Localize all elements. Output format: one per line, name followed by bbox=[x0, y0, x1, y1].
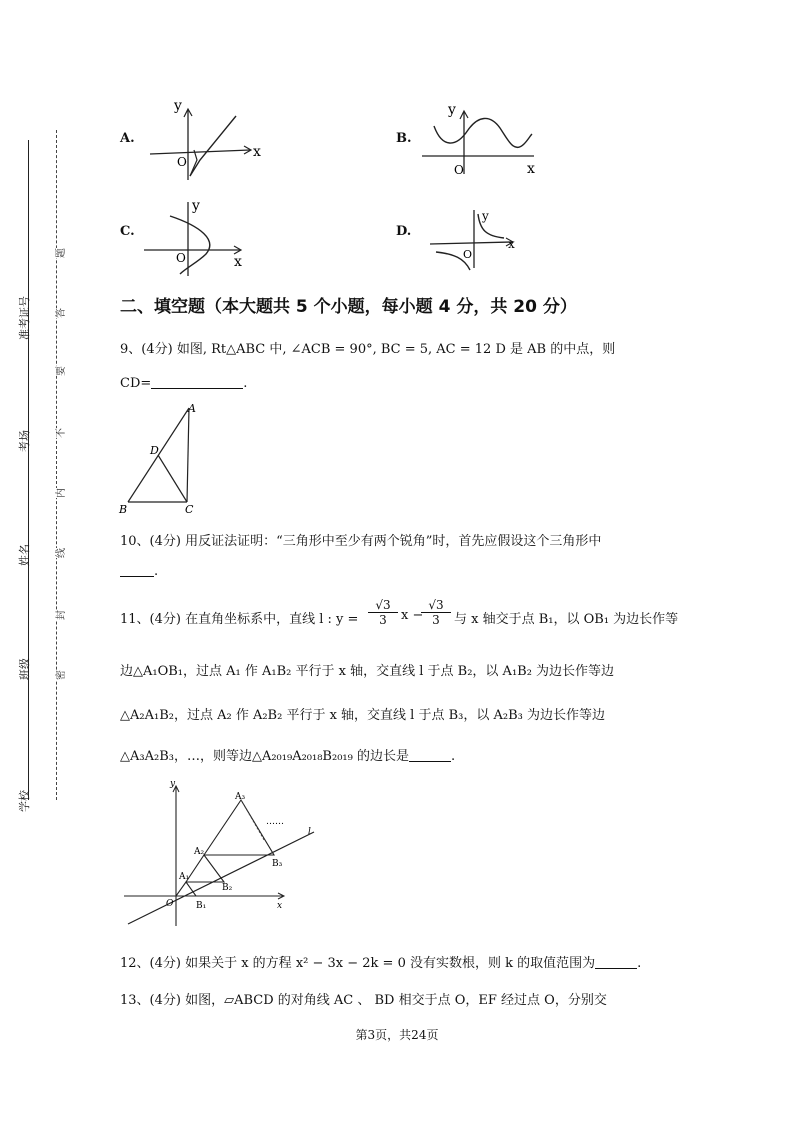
q11-line1-suffix: 与 x 轴交于点 B₁，以 OB₁ 为边长作等 bbox=[454, 612, 679, 627]
q11-fraction-1 bbox=[368, 598, 398, 627]
fraction-numerator: √3 bbox=[368, 598, 398, 613]
axis-x-label: x bbox=[277, 901, 283, 911]
page-footer: 第3页，共24页 bbox=[355, 1028, 439, 1042]
option-d-graph bbox=[428, 206, 528, 276]
x-axis-label: x bbox=[234, 254, 242, 270]
y-axis-label: y bbox=[192, 198, 200, 214]
option-d-label: D. bbox=[396, 224, 412, 239]
seal-char: 要 bbox=[52, 366, 67, 376]
q10-answer-blank[interactable] bbox=[120, 564, 154, 577]
q11-period: . bbox=[450, 749, 456, 764]
q10-line1: 10、(4分) 用反证法证明：“三角形中至少有两个锐角”时，首先应假设这个三角形中 bbox=[120, 534, 602, 549]
q9-line2 bbox=[120, 376, 247, 391]
point-a1: A₁ bbox=[179, 872, 190, 882]
field-class: 班级 bbox=[18, 658, 31, 680]
y-axis-label: y bbox=[448, 102, 456, 118]
q12-answer-blank[interactable] bbox=[595, 956, 637, 969]
field-name: 姓名 bbox=[18, 544, 31, 566]
field-exam-number: 准考证号 bbox=[18, 296, 31, 340]
seal-char: 内 bbox=[52, 488, 67, 498]
q10-period: . bbox=[154, 564, 159, 579]
seal-char: 不 bbox=[52, 428, 67, 438]
origin-label: O bbox=[463, 248, 473, 261]
y-axis-label: y bbox=[482, 209, 489, 223]
x-axis-label: x bbox=[508, 237, 515, 251]
field-exam-room: 考场 bbox=[18, 430, 31, 452]
q11-minus: x − bbox=[401, 608, 424, 623]
q12-text: 12、(4分) 如果关于 x 的方程 x² − 3x − 2k = 0 没有实数根，则 k 的取值范围为 bbox=[120, 956, 596, 971]
seal-char: 线 bbox=[52, 548, 67, 558]
seal-char: 题 bbox=[52, 248, 67, 258]
q9-triangle-figure bbox=[116, 400, 206, 518]
option-b-graph bbox=[420, 100, 550, 180]
q11-line4 bbox=[120, 745, 455, 764]
origin-label: O bbox=[166, 899, 174, 909]
q11-line1-prefix: 11、(4分) 在直角坐标系中，直线 l : y = bbox=[120, 612, 359, 627]
q10-line2 bbox=[120, 564, 158, 579]
point-b2: B₂ bbox=[222, 883, 233, 893]
seal-char: 密 bbox=[52, 670, 67, 680]
q11-line2: 边△A₁OB₁，过点 A₁ 作 A₁B₂ 平行于 x 轴，交直线 l 于点 B₂，以 A₁B₂ 为边长作等边 bbox=[120, 664, 615, 679]
seal-char: 答 bbox=[52, 308, 67, 318]
fraction-denominator: 3 bbox=[432, 613, 440, 627]
q12-line bbox=[120, 952, 641, 971]
option-a-graph bbox=[150, 100, 270, 180]
q11-answer-blank[interactable] bbox=[409, 749, 451, 762]
point-b1: B₁ bbox=[196, 901, 207, 911]
origin-label: O bbox=[454, 163, 464, 177]
point-a2: A₂ bbox=[194, 847, 205, 857]
line-l-label: l bbox=[308, 827, 311, 837]
x-axis-label: x bbox=[253, 144, 261, 160]
q9-answer-blank[interactable] bbox=[151, 376, 243, 389]
binding-line bbox=[28, 140, 30, 800]
seal-char: 封 bbox=[52, 610, 67, 620]
origin-label: O bbox=[176, 251, 186, 265]
y-axis-label: y bbox=[174, 98, 182, 114]
q9-period: . bbox=[243, 376, 248, 391]
axis-y-label: y bbox=[170, 779, 176, 789]
x-axis-label: x bbox=[527, 161, 535, 177]
q9-cd-label: CD= bbox=[120, 376, 152, 391]
vertex-c: C bbox=[185, 503, 194, 516]
q11-fraction-2 bbox=[421, 598, 451, 627]
point-a3: A₃ bbox=[235, 792, 246, 802]
q11-line4-text: △A₃A₂B₃，…，则等边△A₂₀₁₉A₂₀₁₈B₂₀₁₉ 的边长是 bbox=[120, 749, 409, 764]
continuation-dots: …… bbox=[266, 817, 284, 827]
vertex-b: B bbox=[119, 503, 128, 516]
field-school: 学校 bbox=[18, 790, 31, 812]
q11-coordinate-figure bbox=[124, 778, 324, 930]
option-c-graph bbox=[142, 196, 262, 276]
origin-label: O bbox=[177, 155, 187, 169]
q9-line1: 9、(4分) 如图, Rt△ABC 中, ∠ACB = 90°, BC = 5, AC = 12 D 是 AB 的中点，则 bbox=[120, 342, 616, 357]
fraction-numerator: √3 bbox=[421, 598, 451, 613]
q11-line3: △A₂A₁B₂，过点 A₂ 作 A₂B₂ 平行于 x 轴，交直线 l 于点 B₃，以 A₂B₃ 为边长作等边 bbox=[120, 708, 605, 723]
fraction-denominator: 3 bbox=[379, 613, 387, 627]
option-c-label: C. bbox=[120, 224, 135, 239]
seal-dashed-line bbox=[56, 130, 57, 800]
point-b3: B₃ bbox=[272, 859, 283, 869]
option-a-label: A. bbox=[120, 131, 135, 146]
option-b-label: B. bbox=[396, 131, 412, 146]
q12-period: . bbox=[637, 956, 642, 971]
q13-line1: 13、(4分) 如图，▱ABCD 的对角线 AC 、 BD 相交于点 O，EF 经过点 O，分别交 bbox=[120, 993, 607, 1008]
vertex-a: A bbox=[188, 402, 196, 415]
vertex-d: D bbox=[150, 444, 159, 457]
section-title: 二、填空题（本大题共 5 个小题，每小题 4 分，共 20 分） bbox=[120, 297, 577, 317]
